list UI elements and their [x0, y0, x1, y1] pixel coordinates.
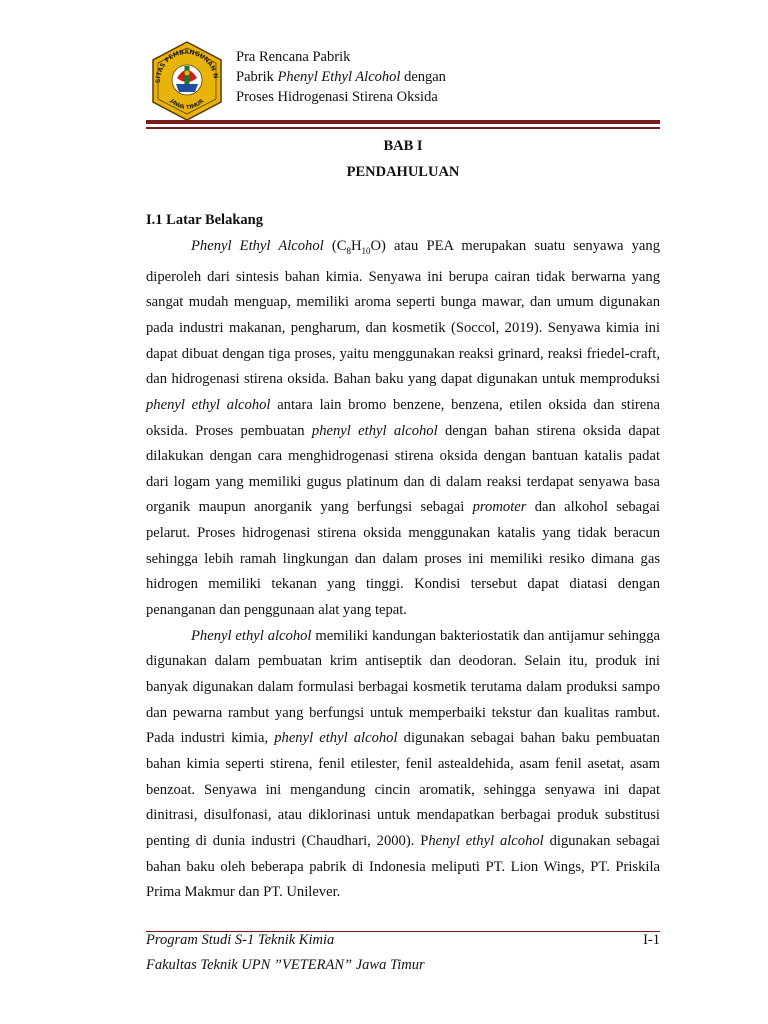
footer-faculty: Fakultas Teknik UPN ”VETERAN” Jawa Timur [146, 957, 425, 973]
header-rule-thin [146, 127, 660, 129]
body-text [146, 234, 660, 906]
university-logo [146, 40, 228, 122]
header-line-3: Proses Hidrogenasi Stirena Oksida [236, 89, 438, 105]
paragraph-2: Phenyl ethyl alcohol memiliki kandungan bakteriostatik dan antijamur sehingga digunakan dalam pembuatan krim antiseptik dan deodoran. Selain itu, produk ini banyak digunakan dalam formulasi berbagai kosmetik terutama dalam produksi sampo dan pewarna rambut yang berfungsi untuk memperbaiki tekstur dan kualitas rambut. Pada industri kimia, phenyl ethyl alcohol digunakan sebagai bahan baku pembuatan bahan kimia seperti stirena, fenil etilester, fenil astealdehida, asam fenil asetat, asam benzoat. Senyawa ini mengandung cincin aromatik, sehingga senyawa ini dapat dinitrasi, disulfonasi, atau diklorinasi untuk mendapatkan berbagai produk substitusi penting di dunia industri (Chaudhari, 2000). Phenyl ethyl alcohol digunakan sebagai bahan baku oleh beberapa pabrik di Indonesia meliputi PT. Lion Wings, PT. Priskila Prima Makmur dan PT. Unilever. [146, 627, 660, 901]
chapter-title: PENDAHULUAN [346, 164, 460, 180]
chapter-number: BAB I [383, 138, 423, 154]
footer-program: Program Studi S-1 Teknik Kimia [146, 932, 335, 948]
section-heading: I.1 Latar Belakang [146, 212, 263, 228]
header-rule-thick [146, 120, 660, 124]
paragraph-1: Phenyl Ethyl Alcohol $(C_8H_{10}O)$ atau PEA merupakan suatu senyawa yang diperoleh dari sintesis bahan kimia. Senyawa ini berupa cairan tidak berwarna yang sangat mudah menguap, memiliki aroma seperti bunga mawar, dan umum digunakan pada industri makanan, pengharum, dan kosmetik (Soccol, 2019). Senyawa kimia ini dapat dibuat dengan tiga proses, yaitu menggunakan reaksi grinard, reaksi friedel-craft, dan hidrogenasi stirena oksida. Bahan baku yang dapat digunakan untuk memproduksi phenyl ethyl alcohol antara lain bromo benzene, benzena, etilen oksida dan stirena oksida. Proses pembuatan phenyl ethyl alcohol dengan bahan stirena oksida dapat dilakukan dengan cara menghidrogenasi stirena oksida dengan bantuan katalis padat dari logam yang memiliki gugus platinum dan di dalam reaksi terdapat senyawa basa organik maupun anorganik yang berfungsi sebagai promoter dan alkohol sebagai pelarut. Proses hidrogenasi stirena oksida menggunakan katalis yang tidak beracun sehingga lebih ramah lingkungan dan dalam proses ini memiliki resiko dimana gas hidrogen memiliki tekanan yang tinggi. Kondisi tersebut dapat diatasi dengan penanganan dan penggunaan alat yang tepat. [146, 238, 661, 619]
header-line-2: Pabrik Phenyl Ethyl Alcohol dengan [236, 69, 446, 85]
header-line-1: Pra Rencana Pabrik [236, 49, 351, 65]
document-header [236, 47, 446, 107]
page-number: I-1 [643, 932, 660, 948]
svg-text:UNIVERSITAS PEMBANGUNAN NASION: SITAS PEMBANGUNAN N [154, 48, 219, 84]
svg-text:JAWA TIMUR: JAWA TIMUR [168, 98, 206, 111]
